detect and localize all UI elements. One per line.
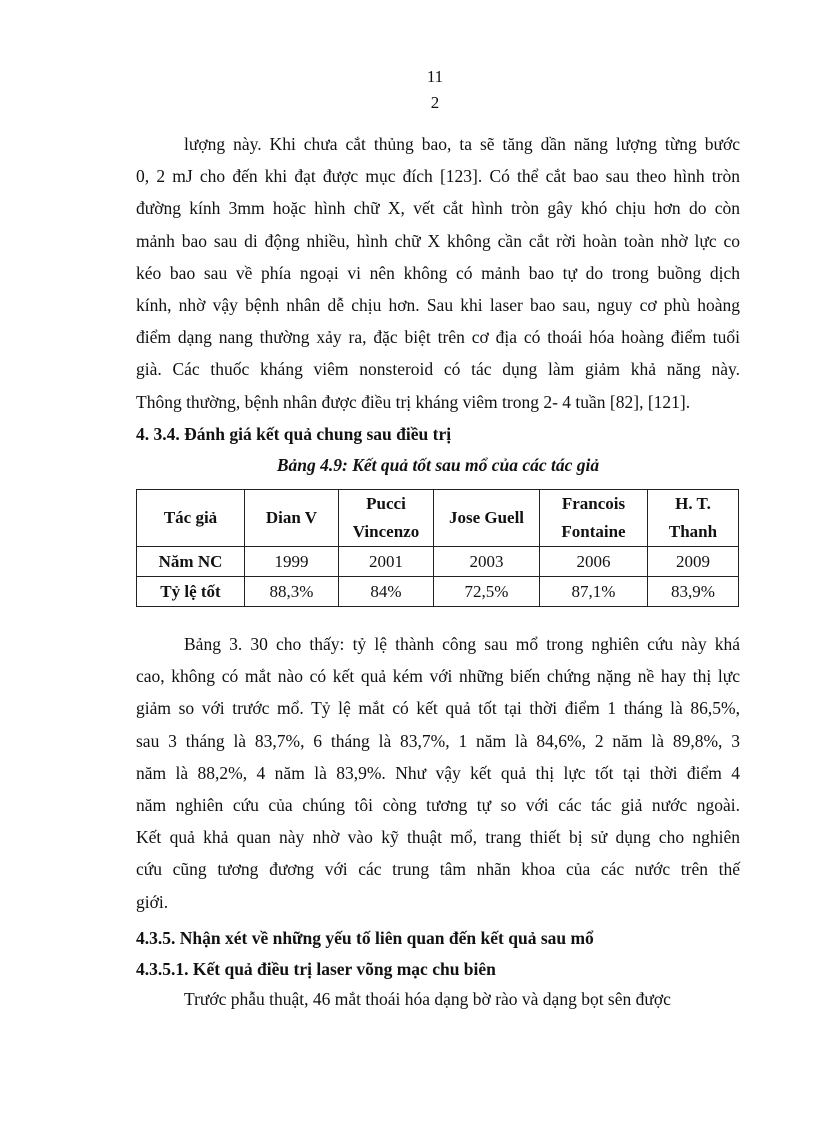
text-line: 0, 2 mJ cho đến khi đạt được mục đích [123]. Có thể cắt bao sau theo hình tròn (136, 166, 740, 187)
row-label: Năm NC (137, 547, 245, 577)
text-line: Bảng 3. 30 cho thấy: tỷ lệ thành công sau mổ trong nghiên cứu này khá (184, 634, 740, 654)
text-line: điểm dạng nang thường xảy ra, đặc biệt trên cơ địa có thoái hóa hoàng điểm tuổi (136, 327, 740, 348)
paragraph-results-discussion (136, 628, 740, 918)
year-cell: 2001 (339, 547, 434, 577)
table-header-row (137, 490, 739, 547)
year-cell: 2006 (540, 547, 648, 577)
section-heading-4-3-5: 4.3.5. Nhận xét về những yếu tố liên quan đến kết quả sau mổ (136, 928, 594, 948)
text-line: giảm so với trước mổ. Tỷ lệ mắt có kết quả tốt tại thời điểm 1 tháng là 86,5%, (136, 698, 740, 719)
page-number (0, 64, 816, 116)
text-line: năm nghiên cứu của chúng tôi còng tương tự so với các tác giả nước ngoài. (136, 795, 740, 816)
results-table (136, 489, 739, 607)
text-line: lượng này. Khi chưa cắt thủng bao, ta sẽ tăng dần năng lượng từng bước (184, 134, 740, 154)
author-cell (245, 490, 339, 547)
text-line: đường kính 3mm hoặc hình chữ X, vết cắt hình tròn gây khó chịu hơn do còn (136, 198, 740, 219)
paragraph-preop (136, 983, 740, 1015)
author-name-line: H. T. (675, 494, 711, 513)
rate-cell: 83,9% (648, 577, 739, 607)
rate-cell: 72,5% (434, 577, 540, 607)
author-cell (434, 490, 540, 547)
text-line: Trước phẫu thuật, 46 mắt thoái hóa dạng bờ rào và dạng bọt sên được (184, 989, 671, 1009)
table-row-year (137, 547, 739, 577)
text-line: già. Các thuốc kháng viêm nonsteroid có tác dụng làm giảm khả năng này. (136, 359, 740, 380)
page-number-line2: 2 (430, 93, 440, 112)
year-cell: 1999 (245, 547, 339, 577)
text-line: cứu cũng tương đương với các trung tâm nhãn khoa của các nước trên thế (136, 859, 740, 880)
author-cell (648, 490, 739, 547)
year-cell: 2003 (434, 547, 540, 577)
author-name-line: Vincenzo (352, 522, 420, 541)
row-label: Tỷ lệ tốt (137, 577, 245, 607)
section-heading-4-3-5-1: 4.3.5.1. Kết quả điều trị laser võng mạc chu biên (136, 959, 496, 979)
text-line: cao, không có mắt nào có kết quả kém với những biến chứng nặng nề hay thị lực (136, 666, 740, 687)
year-cell: 2009 (648, 547, 739, 577)
author-name-line: Francois (561, 494, 626, 513)
text-line: giới. (136, 891, 169, 912)
page-number-line1: 11 (426, 67, 444, 86)
author-cell (339, 490, 434, 547)
rate-cell: 87,1% (540, 577, 648, 607)
text-line: kính, nhờ vậy bệnh nhân dễ chịu hơn. Sau khi laser bao sau, nguy cơ phù hoàng (136, 295, 740, 316)
text-line: năm là 88,2%, 4 năm là 83,9%. Như vậy kết quả thị lực tốt tại thời điểm 4 (136, 762, 740, 783)
table-caption: Bảng 4.9: Kết quả tốt sau mổ của các tác giả (276, 455, 600, 475)
author-name-line: Pucci (366, 494, 406, 513)
section-heading-4-3-4: 4. 3.4. Đánh giá kết quả chung sau điều trị (136, 424, 452, 444)
author-name-line: Thanh (668, 522, 718, 541)
text-line: sau 3 tháng là 83,7%, 6 tháng là 83,7%, 1 năm là 84,6%, 2 năm là 89,8%, 3 (136, 730, 740, 751)
rate-cell: 84% (339, 577, 434, 607)
author-name-line: Fontaine (561, 522, 626, 541)
author-name-line: Dian V (265, 508, 318, 527)
author-name-line: Jose Guell (448, 508, 525, 527)
text-line: Thông thường, bệnh nhân được điều trị kháng viêm trong 2- 4 tuần [82], [121]. (136, 391, 691, 412)
text-line: Kết quả khả quan này nhờ vào kỹ thuật mổ, trang thiết bị sử dụng cho nghiên (136, 827, 740, 848)
author-cell (540, 490, 648, 547)
paragraph-laser-capsulotomy (136, 128, 740, 418)
text-line: mảnh bao sau di động nhiều, hình chữ X không cần cắt rời hoàn toàn nhờ lực co (136, 230, 740, 251)
table-header-label: Tác giả (137, 490, 245, 547)
table-row-rate (137, 577, 739, 607)
rate-cell: 88,3% (245, 577, 339, 607)
text-line: kéo bao sau về phía ngoại vi nên không có mảnh bao tự do trong buồng dịch (136, 262, 740, 283)
